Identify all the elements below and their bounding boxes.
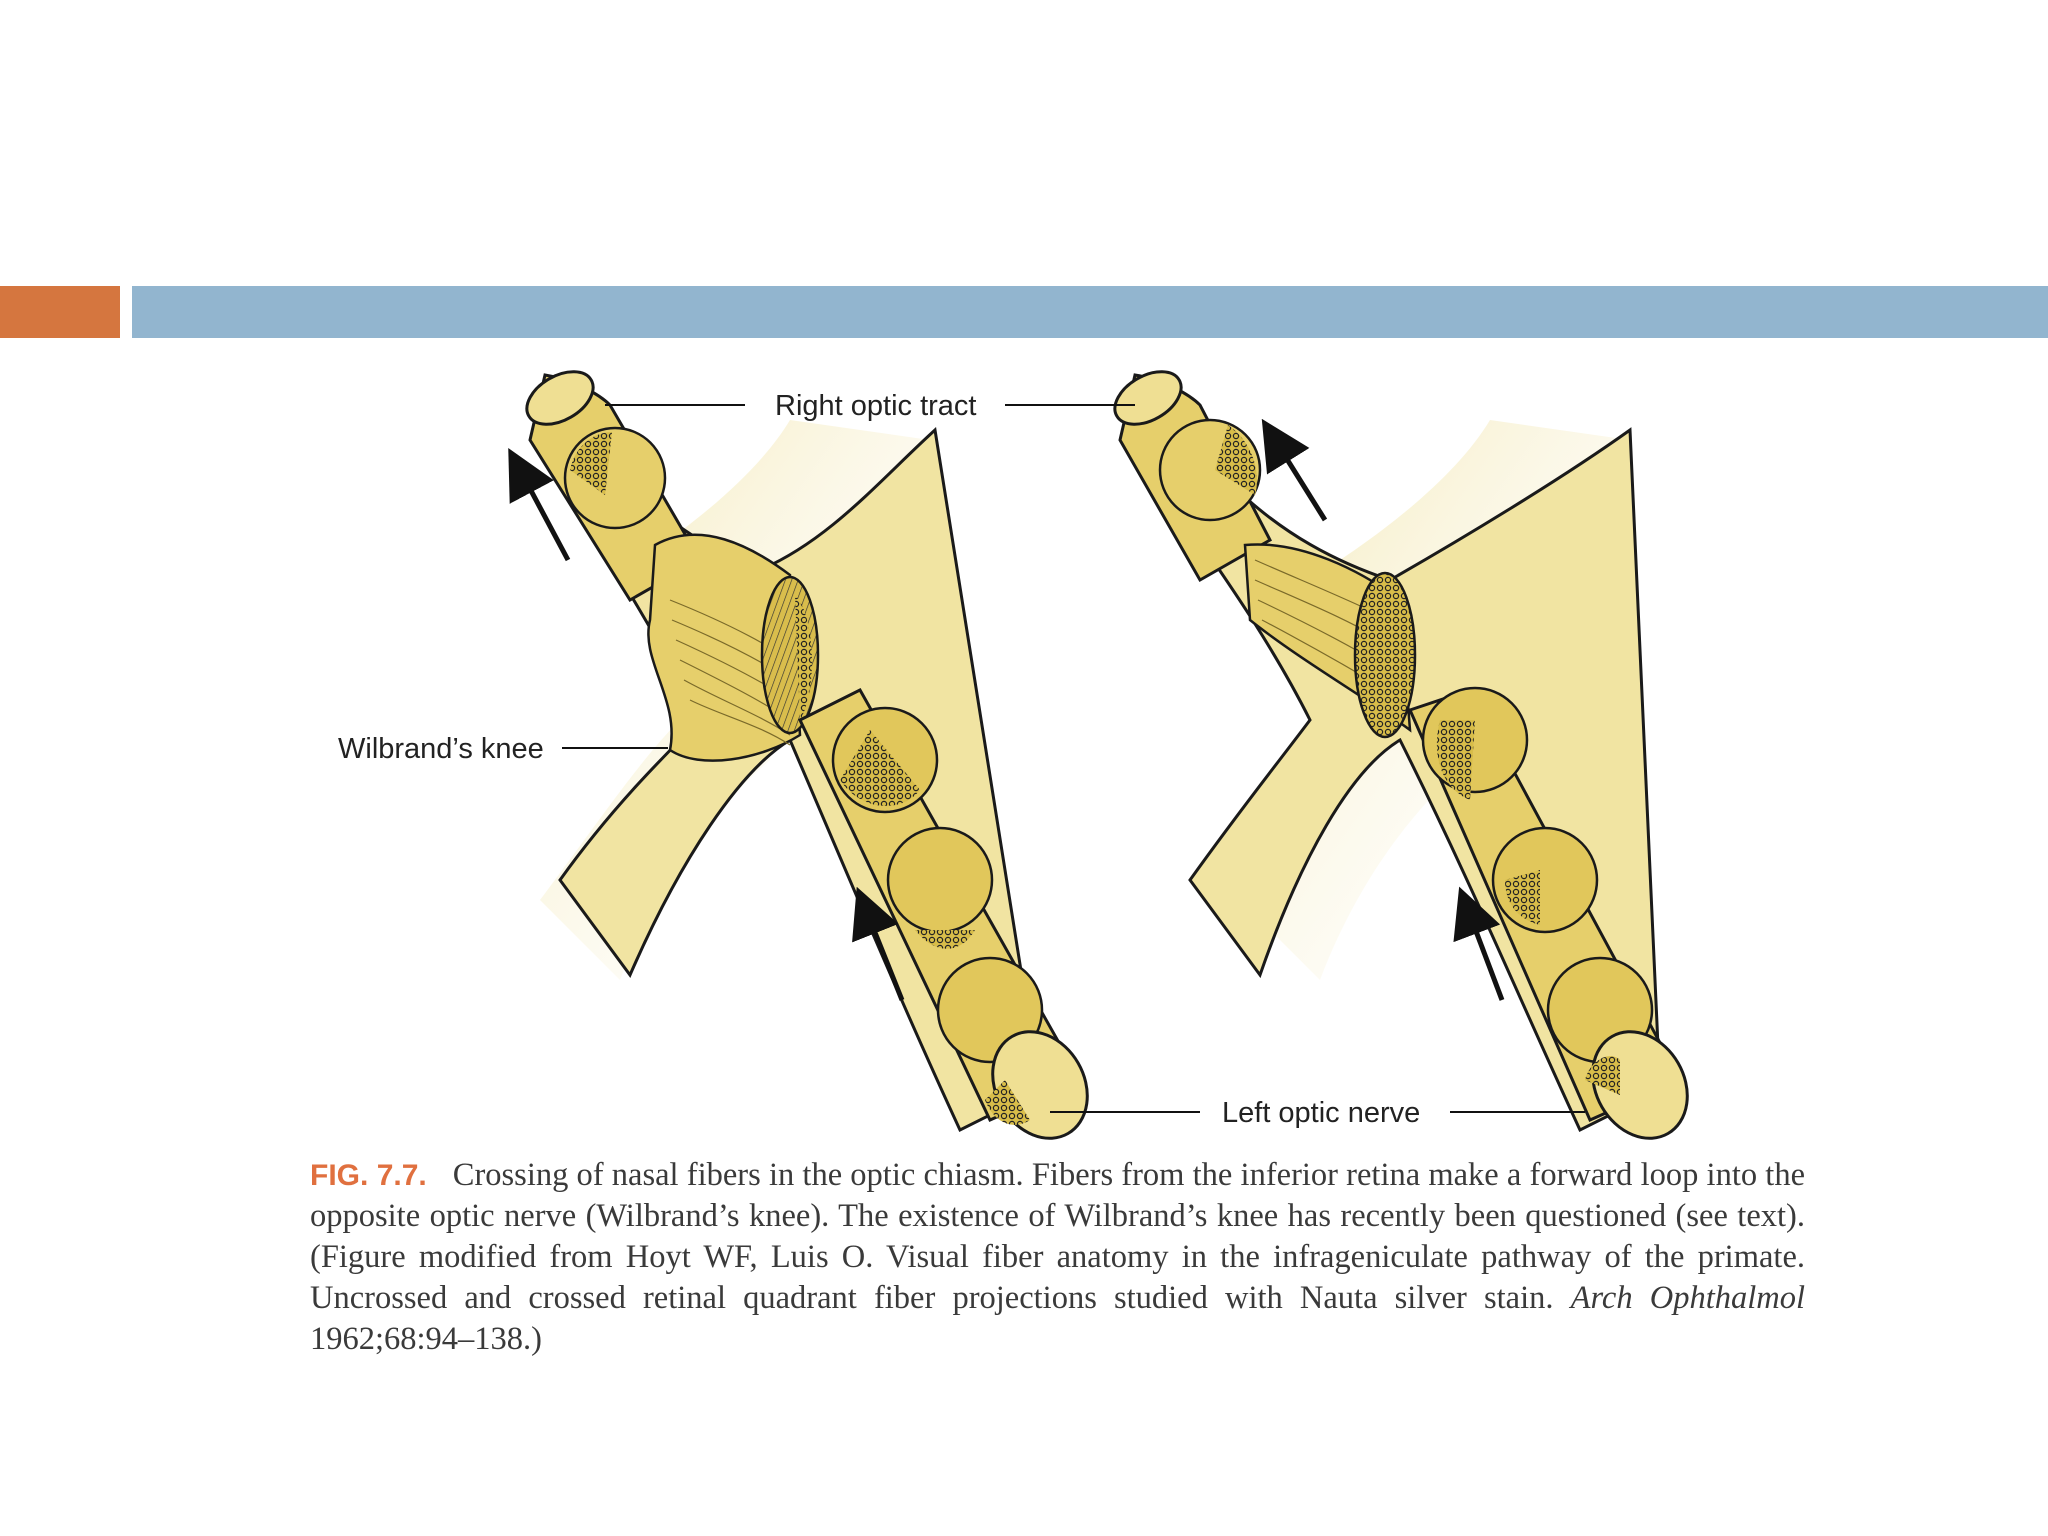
nerve-section-2 <box>888 828 992 932</box>
right-optic-tract-label: Right optic tract <box>775 390 977 422</box>
caption-citation-tail: 1962;68:94–138.) <box>310 1321 543 1357</box>
figure-number: FIG. 7.7. <box>310 1159 427 1192</box>
caption-journal: Arch Ophthalmol <box>1570 1280 1806 1316</box>
tract-cross-section <box>565 428 665 528</box>
caption-text: Crossing of nasal fibers in the optic chiasm. Fibers from the inferior retina make a forward loop into the opposite optic nerve (Wilbrand’s knee). The existence of Wilbrand’s knee has recently been questioned (see text). (Figure modified from Hoyt WF, Luis O. Visual fiber anatomy in the infrageniculate pathway of the primate. Uncrossed and crossed retinal quadrant fiber projections studied with Nauta silver stain. <box>310 1157 1805 1316</box>
left-optic-nerve-label: Left optic nerve <box>1222 1097 1421 1129</box>
figure-caption <box>310 1155 1805 1360</box>
right-chiasm-cross-section <box>1355 573 1415 737</box>
right-chiasm <box>1106 361 1706 1156</box>
right-tract-arrow <box>1275 440 1325 520</box>
left-chiasm <box>518 361 1106 1156</box>
wilbrands-knee-label: Wilbrand’s knee <box>338 733 544 765</box>
